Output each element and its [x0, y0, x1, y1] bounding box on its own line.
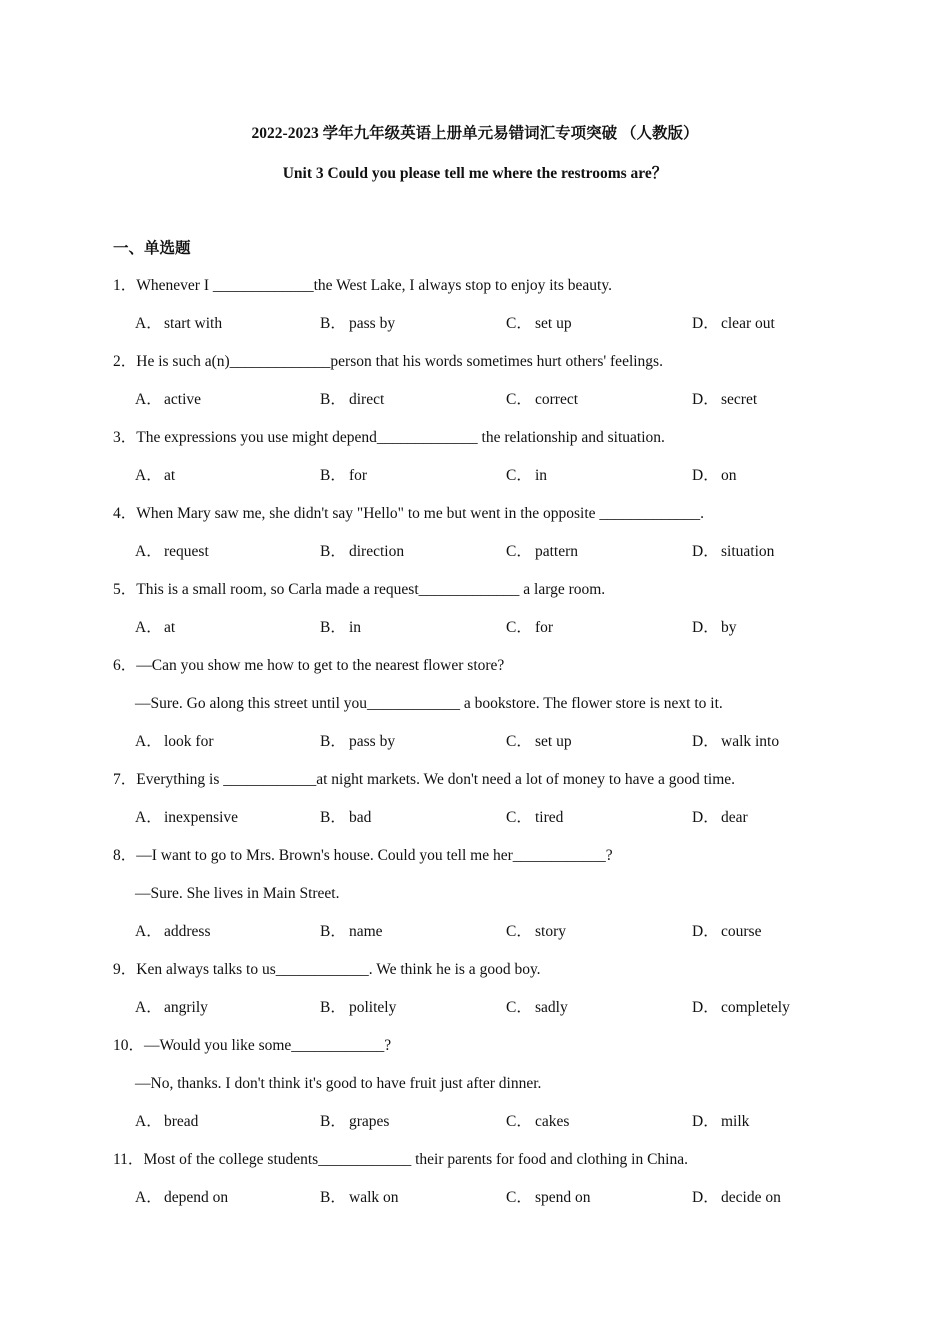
option-letter: D． — [692, 619, 719, 636]
answer-option-c[interactable] — [506, 1112, 569, 1132]
option-letter: B． — [320, 1113, 346, 1130]
answer-option-d[interactable] — [692, 1188, 781, 1208]
option-text: direction — [349, 543, 405, 560]
option-letter: B． — [320, 543, 346, 560]
option-text: grapes — [349, 1113, 390, 1130]
option-text: decide on — [721, 1189, 781, 1206]
option-letter: D． — [692, 809, 719, 826]
answer-option-b[interactable] — [320, 1112, 389, 1132]
answer-option-b[interactable] — [320, 808, 371, 828]
answer-option-b[interactable] — [320, 466, 367, 486]
question-text: —Sure. Go along this street until you____________ a bookstore. The flower store is next to it. — [135, 695, 723, 712]
answer-option-d[interactable] — [692, 618, 737, 638]
option-letter: A． — [135, 391, 162, 408]
question-stem — [113, 276, 873, 314]
answer-options — [113, 808, 873, 846]
answer-option-b[interactable] — [320, 618, 361, 638]
option-text: for — [535, 619, 554, 636]
question-number: 8． — [113, 847, 137, 864]
option-text: angrily — [164, 999, 208, 1016]
option-letter: C． — [506, 619, 532, 636]
option-text: sadly — [535, 999, 568, 1016]
option-letter: D． — [692, 1113, 719, 1130]
option-letter: C． — [506, 999, 532, 1016]
answer-option-c[interactable] — [506, 466, 547, 486]
answer-option-a[interactable] — [135, 998, 208, 1018]
option-text: secret — [721, 391, 758, 408]
question-text: —Would you like some____________? — [144, 1037, 392, 1054]
answer-option-d[interactable] — [692, 390, 757, 410]
answer-option-a[interactable] — [135, 1112, 198, 1132]
question-stem — [113, 352, 873, 390]
question-item — [113, 352, 873, 428]
option-letter: C． — [506, 543, 532, 560]
question-stem — [113, 428, 873, 466]
option-text: walk on — [349, 1189, 399, 1206]
option-text: bread — [164, 1113, 199, 1130]
question-number: 7． — [113, 771, 137, 788]
question-item — [113, 770, 873, 846]
option-text: by — [721, 619, 737, 636]
option-letter: D． — [692, 315, 719, 332]
question-item — [113, 580, 873, 656]
answer-options — [113, 314, 873, 352]
question-item — [113, 504, 873, 580]
option-text: situation — [721, 543, 775, 560]
option-letter: A． — [135, 1113, 162, 1130]
answer-option-d[interactable] — [692, 998, 790, 1018]
option-text: inexpensive — [164, 809, 239, 826]
option-text: completely — [721, 999, 790, 1016]
option-letter: A． — [135, 619, 162, 636]
question-list — [113, 276, 873, 1226]
question-text: When Mary saw me, she didn't say "Hello" to me but went in the opposite _____________. — [136, 505, 705, 522]
answer-option-a[interactable] — [135, 922, 211, 942]
option-text: pass by — [349, 733, 396, 750]
answer-option-b[interactable] — [320, 314, 395, 334]
option-text: pass by — [349, 315, 396, 332]
option-text: politely — [349, 999, 397, 1016]
question-text: —Sure. She lives in Main Street. — [135, 885, 340, 902]
option-letter: B． — [320, 923, 346, 940]
option-letter: D． — [692, 1189, 719, 1206]
answer-options — [113, 1188, 873, 1226]
option-letter: D． — [692, 467, 719, 484]
answer-options — [113, 618, 873, 656]
answer-option-a[interactable] — [135, 542, 209, 562]
option-text: at — [164, 619, 176, 636]
question-item — [113, 428, 873, 504]
option-text: milk — [721, 1113, 750, 1130]
question-item — [113, 1036, 873, 1150]
option-text: in — [349, 619, 362, 636]
option-text: active — [164, 391, 202, 408]
option-text: spend on — [535, 1189, 591, 1206]
question-item — [113, 656, 873, 770]
question-number: 4． — [113, 505, 137, 522]
option-letter: D． — [692, 999, 719, 1016]
question-text: —I want to go to Mrs. Brown's house. Could you tell me her____________? — [136, 847, 613, 864]
answer-option-a[interactable] — [135, 314, 222, 334]
question-text: Ken always talks to us____________. We think he is a good boy. — [136, 961, 541, 978]
answer-option-b[interactable] — [320, 732, 395, 752]
answer-options — [113, 998, 873, 1036]
answer-option-b[interactable] — [320, 542, 404, 562]
answer-options — [113, 922, 873, 960]
option-text: correct — [535, 391, 579, 408]
option-text: tired — [535, 809, 564, 826]
question-stem — [113, 846, 873, 884]
question-text: Whenever I _____________the West Lake, I always stop to enjoy its beauty. — [136, 277, 612, 294]
option-letter: C． — [506, 391, 532, 408]
option-letter: B． — [320, 315, 346, 332]
option-letter: C． — [506, 1113, 532, 1130]
option-text: course — [721, 923, 762, 940]
answer-option-b[interactable] — [320, 390, 384, 410]
option-letter: D． — [692, 391, 719, 408]
option-letter: A． — [135, 315, 162, 332]
option-letter: A． — [135, 809, 162, 826]
question-item — [113, 960, 873, 1036]
answer-option-d[interactable] — [692, 808, 748, 828]
question-stem — [113, 1036, 873, 1074]
option-letter: B． — [320, 391, 346, 408]
question-item — [113, 1150, 873, 1226]
option-text: start with — [164, 315, 223, 332]
option-letter: A． — [135, 543, 162, 560]
option-letter: C． — [506, 809, 532, 826]
option-text: in — [535, 467, 548, 484]
answer-option-b[interactable] — [320, 1188, 399, 1208]
answer-option-a[interactable] — [135, 390, 201, 410]
option-text: on — [721, 467, 737, 484]
answer-options — [113, 1112, 873, 1150]
question-number: 6． — [113, 657, 137, 674]
question-number: 10． — [113, 1037, 145, 1054]
answer-option-c[interactable] — [506, 390, 578, 410]
answer-option-a[interactable] — [135, 466, 175, 486]
option-letter: A． — [135, 467, 162, 484]
answer-option-c[interactable] — [506, 998, 568, 1018]
answer-options — [113, 732, 873, 770]
option-letter: A． — [135, 733, 162, 750]
option-letter: C． — [506, 1189, 532, 1206]
question-item — [113, 276, 873, 352]
answer-options — [113, 466, 873, 504]
question-text: —No, thanks. I don't think it's good to have fruit just after dinner. — [135, 1075, 542, 1092]
question-dialogue-line — [113, 694, 873, 732]
question-number: 2． — [113, 353, 137, 370]
question-stem — [113, 504, 873, 542]
answer-option-b[interactable] — [320, 922, 383, 942]
unit-subtitle: Unit 3 Could you please tell me where the restrooms are？ — [282, 165, 668, 182]
option-text: cakes — [535, 1113, 570, 1130]
question-text: Most of the college students____________ their parents for food and clothing in China. — [143, 1151, 688, 1168]
question-item — [113, 846, 873, 960]
option-letter: C． — [506, 733, 532, 750]
answer-option-d[interactable] — [692, 314, 775, 334]
answer-option-a[interactable] — [135, 732, 214, 752]
option-letter: B． — [320, 467, 346, 484]
question-number: 1． — [113, 277, 137, 294]
question-stem — [113, 580, 873, 618]
answer-option-a[interactable] — [135, 618, 175, 638]
option-text: pattern — [535, 543, 579, 560]
document-title: 2022-2023 学年九年级英语上册单元易错词汇专项突破 （人教版） — [251, 125, 699, 142]
question-text: Everything is ____________at night markets. We don't need a lot of money to have a good time. — [136, 771, 736, 788]
question-text: This is a small room, so Carla made a request_____________ a large room. — [136, 581, 606, 598]
question-dialogue-line — [113, 884, 873, 922]
option-text: clear out — [721, 315, 775, 332]
question-stem — [113, 770, 873, 808]
option-letter: B． — [320, 1189, 346, 1206]
question-text: He is such a(n)_____________person that his words sometimes hurt others' feelings. — [136, 353, 663, 370]
option-text: dear — [721, 809, 748, 826]
answer-options — [113, 542, 873, 580]
answer-option-d[interactable] — [692, 922, 761, 942]
option-letter: D． — [692, 543, 719, 560]
option-text: bad — [349, 809, 372, 826]
option-letter: B． — [320, 619, 346, 636]
question-number: 11． — [113, 1151, 144, 1168]
option-letter: D． — [692, 733, 719, 750]
answer-option-c[interactable] — [506, 808, 563, 828]
option-letter: B． — [320, 733, 346, 750]
option-letter: A． — [135, 923, 162, 940]
answer-option-a[interactable] — [135, 1188, 228, 1208]
option-letter: A． — [135, 1189, 162, 1206]
option-text: request — [164, 543, 209, 560]
answer-option-c[interactable] — [506, 314, 572, 334]
question-dialogue-line — [113, 1074, 873, 1112]
option-text: depend on — [164, 1189, 229, 1206]
option-letter: A． — [135, 999, 162, 1016]
option-text: at — [164, 467, 176, 484]
option-text: set up — [535, 733, 572, 750]
section-heading: 一、单选题 — [113, 240, 191, 257]
question-stem — [113, 960, 873, 998]
answer-option-b[interactable] — [320, 998, 396, 1018]
question-stem — [113, 1150, 873, 1188]
option-text: name — [349, 923, 383, 940]
question-text: —Can you show me how to get to the nearest flower store? — [136, 657, 505, 674]
answer-option-c[interactable] — [506, 922, 566, 942]
answer-options — [113, 390, 873, 428]
question-text: The expressions you use might depend_____________ the relationship and situation. — [136, 429, 665, 446]
option-text: for — [349, 467, 368, 484]
option-text: direct — [349, 391, 385, 408]
answer-option-a[interactable] — [135, 808, 238, 828]
answer-option-c[interactable] — [506, 542, 578, 562]
question-stem — [113, 656, 873, 694]
option-text: address — [164, 923, 211, 940]
option-letter: C． — [506, 315, 532, 332]
option-letter: B． — [320, 809, 346, 826]
option-letter: C． — [506, 467, 532, 484]
question-number: 3． — [113, 429, 137, 446]
answer-option-d[interactable] — [692, 1112, 749, 1132]
question-number: 5． — [113, 581, 137, 598]
answer-option-c[interactable] — [506, 732, 572, 752]
answer-option-c[interactable] — [506, 1188, 591, 1208]
question-number: 9． — [113, 961, 137, 978]
answer-option-d[interactable] — [692, 542, 774, 562]
option-text: set up — [535, 315, 572, 332]
option-text: walk into — [721, 733, 780, 750]
option-text: look for — [164, 733, 214, 750]
option-letter: D． — [692, 923, 719, 940]
answer-option-c[interactable] — [506, 618, 553, 638]
option-letter: B． — [320, 999, 346, 1016]
answer-option-d[interactable] — [692, 466, 737, 486]
answer-option-d[interactable] — [692, 732, 779, 752]
option-text: story — [535, 923, 566, 940]
option-letter: C． — [506, 923, 532, 940]
